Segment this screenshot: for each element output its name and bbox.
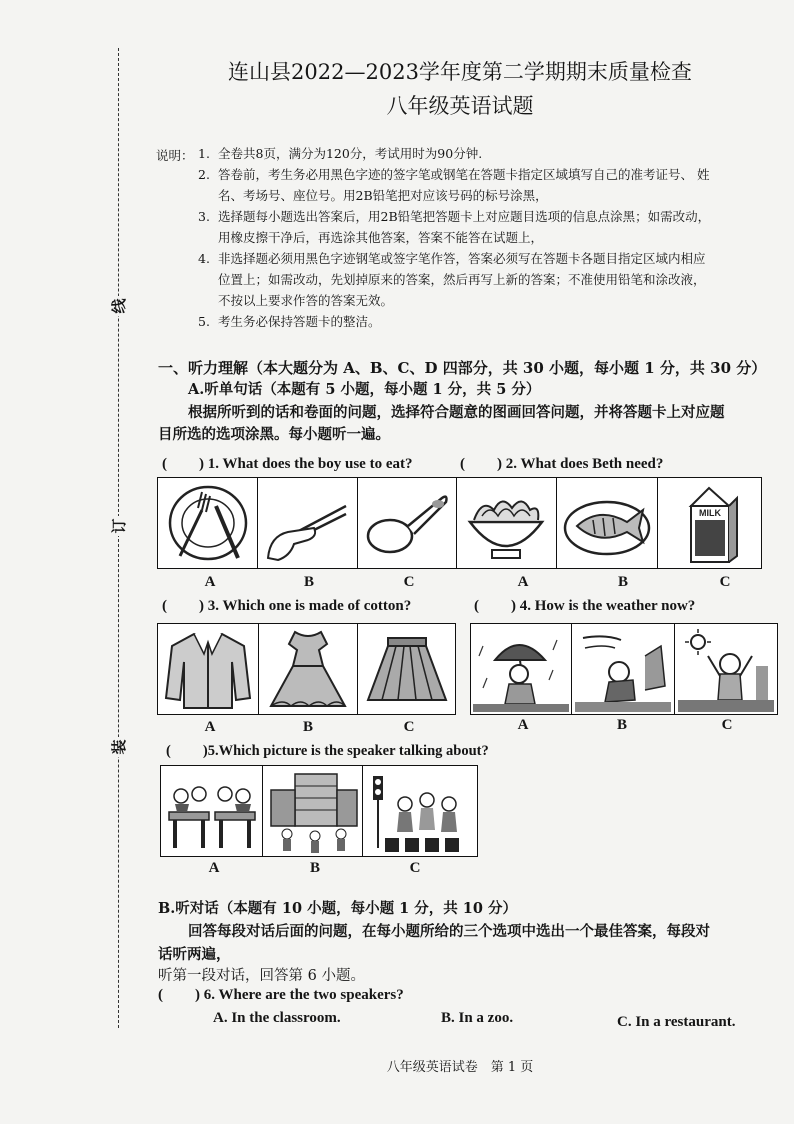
note-item-5: 5. 考生务必保持答题卡的整洁。 [198,314,381,329]
windy-weather-icon [575,626,671,712]
q6-choice-a[interactable]: A. In the classroom. [213,1010,341,1026]
q2-option-a-image[interactable] [457,478,557,568]
milk-carton-icon [661,480,757,566]
chopsticks-hand-icon [260,480,356,566]
noodle-bowl-icon [458,480,554,566]
classroom-icon [163,768,261,854]
partB-instruction-2: 话听两遍， [158,946,231,963]
image-row-q3 [157,623,456,715]
q5-letter-c: C [409,860,421,876]
q5-letter-b: B [309,860,320,876]
sunny-weather-icon [678,626,774,712]
image-row-q4 [470,623,778,715]
q5-option-b-image[interactable] [263,766,362,856]
q1-letter-b: B [303,574,314,590]
note-item-3: 3. 选择题每小题选出答案后，用2B铅笔把答题卡上对应题目选项的信息点涂黑；如需改动， [198,209,711,224]
notes-label: 说明： [156,148,194,163]
crosswalk-icon [365,768,475,854]
section1-heading: 一、听力理解（本大题分为 A、B、C、D 四部分，共 30 小题，每小题 1 分，共 30 分） [158,359,767,377]
milk-label: MILK [699,508,722,518]
q3-letter-a: A [204,719,216,735]
q1-letter-a: A [204,574,216,590]
question-2: ( ) 2. What does Beth need? [460,456,664,472]
image-row-q1-q2 [157,477,762,569]
q3-letter-c: C [403,719,415,735]
question-3: ( ) 3. Which one is made of cotton? [162,598,412,614]
partA-instruction-2: 目所选的选项涂黑。每小题听一遍。 [158,426,390,443]
pleated-skirt-icon [360,626,454,712]
image-row-q5 [160,765,478,857]
note-item-1: 1. 全卷共8页，满分为120分，考试用时为90分钟. [198,146,483,161]
q2-letter-b: B [617,574,628,590]
note-item-4: 4. 非选择题必须用黑色字迹钢笔或签字笔作答，答案必须写在答题卡各题目指定区域内相应 [198,251,706,266]
plate-fork-knife-icon [160,480,256,566]
dress-icon [261,626,355,712]
notes-list: 1. 全卷共8页，满分为120分，考试用时为90分钟. 2. 答卷前，考生务必用黑色字迹的签字笔或钢笔在答题卡指定区域填写自己的准考证号、 姓 名、考场号、座位号。用2B铅笔把对应该号码的标号涂黑， 3. 选择题每小题选出答案后，用2B铅笔把答题卡上对应题目选项的信息点涂黑；如需改动， 用橡皮擦干净后，再选涂其他答案，答案不能答在试题上， 4. 非选择题必须用黑色字迹钢笔或签字笔作答，答案必须写在答题卡各题目指定区域内相应 位置上；如需改动，先划掉原来的答案，然后再写上新的答案；不准使用铅笔和涂改液， 不按以上要求作答的答案无效。 5. 考生务必保持答题卡的整洁。 [198,143,783,332]
q5-option-a-image[interactable] [161,766,263,856]
binding-char-bind: 装 [109,737,129,757]
q1-option-c-image[interactable] [358,478,456,568]
q4-option-b-image[interactable] [572,624,675,714]
question-6: ( ) 6. Where are the two speakers? [158,987,404,1003]
q4-option-c-image[interactable] [675,624,777,714]
question-5: ( )5.Which picture is the speaker talking about? [166,743,489,759]
q4-letter-a: A [517,717,529,733]
partB-instruction-3: 听第一段对话，回答第 6 小题。 [158,968,365,984]
q3-letter-b: B [302,719,313,735]
partA-instruction-1: 根据所听到的话和卷面的问题，选择符合题意的图画回答问题，并将答题卡上对应题 [188,404,725,421]
q2-letter-c: C [719,574,731,590]
question-1: ( ) 1. What does the boy use to eat? [162,456,413,472]
q4-letter-b: B [616,717,627,733]
q2-letter-a: A [517,574,529,590]
q4-letter-c: C [721,717,733,733]
fish-plate-icon [559,480,655,566]
q5-option-c-image[interactable] [363,766,477,856]
q4-option-a-image[interactable] [471,624,572,714]
question-4: ( ) 4. How is the weather now? [474,598,696,614]
q3-option-b-image[interactable] [259,624,358,714]
page-footer: 八年级英语试卷 第 1 页 [386,1060,534,1075]
partA-heading: A.听单句话（本题有 5 小题，每小题 1 分，共 5 分） [188,381,541,398]
q2-option-b-image[interactable] [557,478,658,568]
spoon-icon [360,480,454,566]
q1-option-b-image[interactable] [258,478,358,568]
q1-option-a-image[interactable] [158,478,258,568]
exam-subtitle: 八年级英语试题 [386,94,534,118]
q3-option-c-image[interactable] [358,624,455,714]
partB-instruction-1: 回答每段对话后面的问题，在每小题所给的三个选项中选出一个最佳答案，每段对 [188,923,710,940]
binding-char-line: 线 [109,296,129,316]
q2-option-c-image[interactable] [658,478,761,568]
binding-char-order: 订 [109,516,129,536]
jacket-icon [160,626,256,712]
q1-letter-c: C [403,574,415,590]
q5-letter-a: A [208,860,220,876]
binding-dashed-line [118,48,119,1028]
partB-heading: B.听对话（本题有 10 小题，每小题 1 分，共 10 分） [158,900,518,917]
q3-option-a-image[interactable] [158,624,259,714]
school-building-icon [265,768,361,854]
q6-choice-c[interactable]: C. In a restaurant. [617,1014,736,1030]
exam-title: 连山县2022—2023学年度第二学期期末质量检查 [228,60,692,84]
q6-choice-b[interactable]: B. In a zoo. [441,1010,514,1026]
rainy-weather-icon [473,626,569,712]
note-item-2: 2. 答卷前，考生务必用黑色字迹的签字笔或钢笔在答题卡指定区域填写自己的准考证号、 姓 [198,167,710,182]
